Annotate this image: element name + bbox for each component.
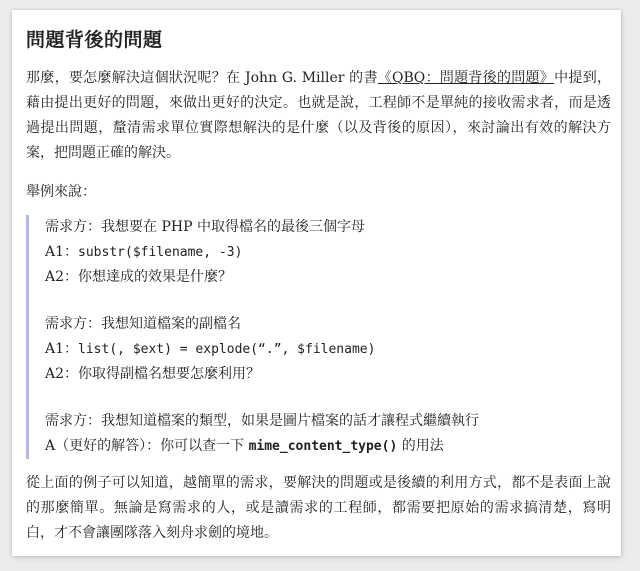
question-text: 我想知道檔案的副檔名 [101, 316, 241, 332]
article-content [26, 28, 611, 546]
example-2-answer-1 [45, 337, 611, 362]
intro-text-after: 中提到，藉由提出更好的問題，來做出更好的決定。也就是說，工程師不是單純的接收需求者，而是透過提出問題，釐清需求單位實際想解決的是什麼（以及背後的原因），來討論出有效的解決方案，把問題正確的解決。 [26, 70, 611, 161]
question-label: 需求方： [45, 316, 101, 332]
example-intro: 舉例來說： [26, 184, 96, 200]
example-2-question [45, 312, 611, 337]
examples-blockquote [26, 215, 611, 459]
answer-code-bold: mime_content_type() [248, 439, 398, 454]
answer-text: 你取得副檔名想要怎麼利用？ [78, 366, 261, 382]
example-1-answer-1 [45, 240, 611, 265]
example-1-question [45, 215, 611, 240]
example-spacer [45, 387, 611, 409]
intro-paragraph [26, 66, 611, 166]
example-3-question [45, 409, 611, 434]
example-1-answer-2 [45, 265, 611, 290]
example-3-answer [45, 434, 611, 459]
article-card [12, 10, 621, 556]
section-heading: 問題背後的問題 [26, 29, 163, 51]
answer-text-before: 你可以查一下 [160, 438, 249, 454]
intro-text-before: 那麼，要怎麼解決這個狀況呢？在 John G. Miller 的書 [26, 70, 378, 86]
answer-label: A1： [45, 341, 79, 357]
conclusion-paragraph: 從上面的例子可以知道，越簡單的需求，要解決的問題或是後續的利用方式，都不是表面上說的那麼簡單。無論是寫需求的人，或是讀需求的工程師，都需要把原始的需求搞清楚，寫明白，才不會讓團隊落入刻舟求劍的境地。 [26, 475, 611, 541]
example-spacer [45, 290, 611, 312]
question-label: 需求方： [45, 413, 101, 429]
book-title-link[interactable]: 《QBQ：問題背後的問題》 [377, 70, 555, 86]
question-text: 我想知道檔案的類型，如果是圖片檔案的話才讓程式繼續執行 [101, 413, 479, 429]
answer-code: substr($filename, -3) [78, 245, 243, 260]
answer-label: A2： [45, 366, 79, 382]
question-text: 我想要在 PHP 中取得檔名的最後三個字母 [101, 219, 365, 235]
example-2-answer-2 [45, 362, 611, 387]
question-label: 需求方： [45, 219, 101, 235]
answer-text: 你想達成的效果是什麼？ [78, 269, 233, 285]
answer-label: A2： [45, 269, 79, 285]
answer-text-after: 的用法 [397, 438, 444, 454]
answer-code: list(, $ext) = explode(“.”, $filename) [78, 342, 376, 357]
answer-label: A1： [45, 244, 79, 260]
answer-label: A（更好的解答）： [45, 438, 161, 454]
